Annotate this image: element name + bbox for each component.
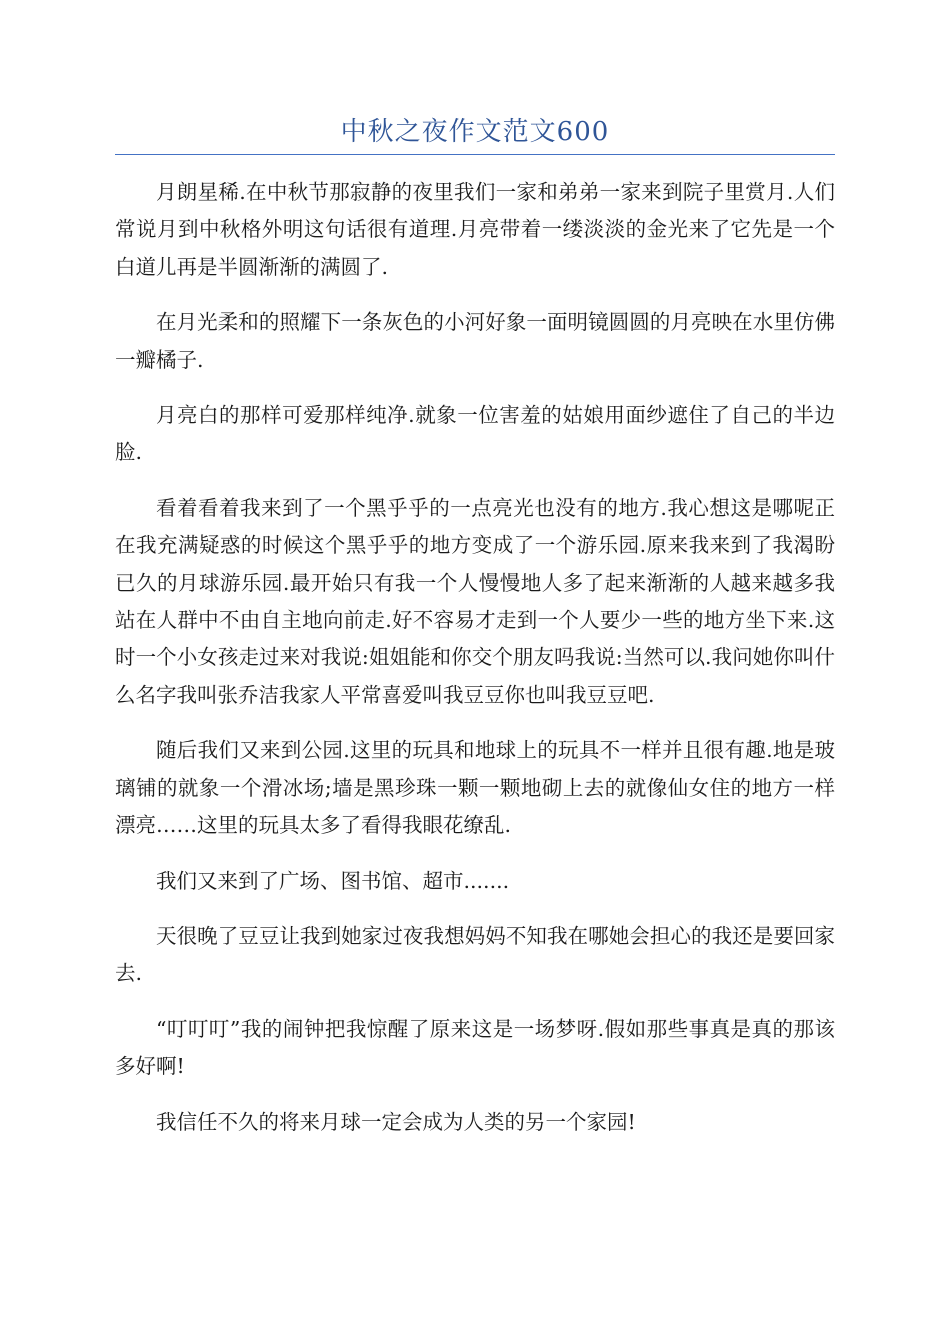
paragraph-9: 我信任不久的将来月球一定会成为人类的另一个家园! [156,1109,636,1134]
paragraph-8: “叮叮叮”我的闹钟把我惊醒了原来这是一场梦呀.假如那些事真是真的那该多好啊! [115,1016,835,1079]
document-body [115,174,835,1159]
paragraph-1: 月朗星稀.在中秋节那寂静的夜里我们一家和弟弟一家来到院子里赏月.人们常说月到中秋格外明这句话很有道理.月亮带着一缕淡淡的金光来了它先是一个白道儿再是半圆渐渐的满圆了. [115,180,835,279]
paragraph-4: 看着看着我来到了一个黑乎乎的一点亮光也没有的地方.我心想这是哪呢正在我充满疑惑的时候这个黑乎乎的地方变成了一个游乐园.原来我来到了我渴盼已久的月球游乐园.最开始只有我一个人慢慢地人多了起来渐渐的人越来越多我站在人群中不由自主地向前走.好不容易才走到一个人要少一些的地方坐下来.这时一个小女孩走过来对我说:姐姐能和你交个朋友吗我说:当然可以.我问她你叫什么名字我叫张乔洁我家人平常喜爱叫我豆豆你也叫我豆豆吧. [115,495,835,707]
paragraph-3: 月亮白的那样可爱那样纯净.就象一位害羞的姑娘用面纱遮住了自己的半边脸. [115,403,835,465]
paragraph-2: 在月光柔和的照耀下一条灰色的小河好象一面明镜圆圆的月亮映在水里仿佛一瓣橘子. [115,310,835,372]
paragraph-7: 天很晚了豆豆让我到她家过夜我想妈妈不知我在哪她会担心的我还是要回家去. [115,923,835,986]
paragraph-5: 随后我们又来到公园.这里的玩具和地球上的玩具不一样并且很有趣.地是玻璃铺的就象一个滑冰场;墙是黑珍珠一颗一颗地砌上去的就像仙女住的地方一样漂亮……这里的玩具太多了看得我眼花缭乱. [115,738,835,838]
paragraph-6: 我们又来到了广场、图书馆、超市....... [156,868,510,893]
title-underline [115,154,835,155]
document-title: 中秋之夜作文范文600 [340,117,610,147]
